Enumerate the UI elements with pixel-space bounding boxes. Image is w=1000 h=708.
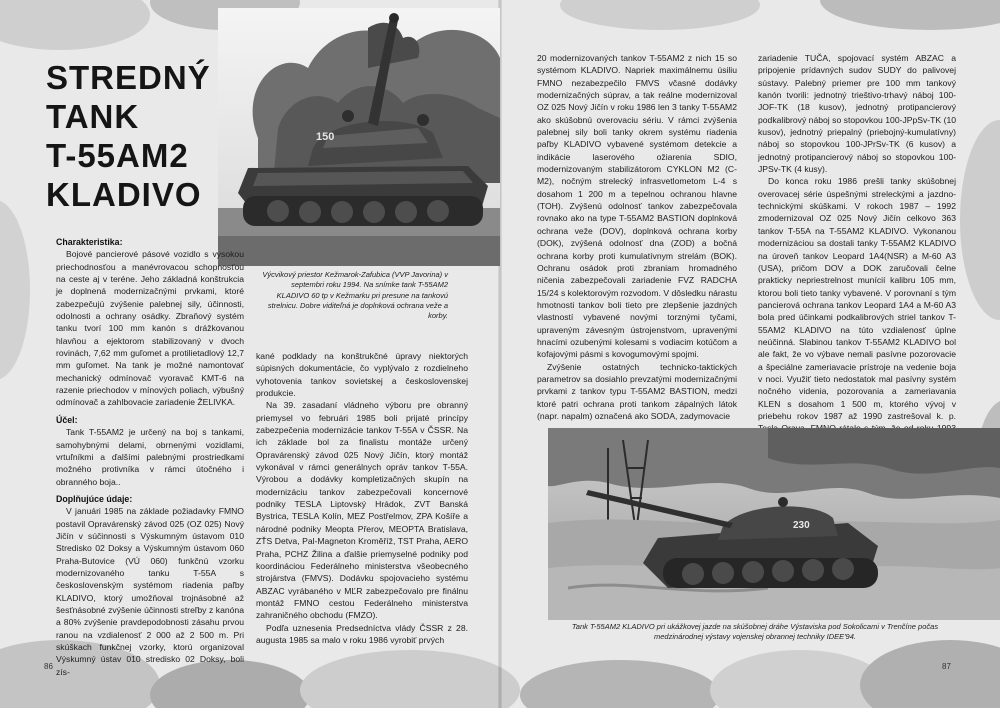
paragraph: Do konca roku 1986 prešli tanky skúšobnej overovacej série úspešnými streleckými a jazdno-technickými skúškami. V rokoch 1987 – 1992 zmodernizoval OZ 025 Nový Jičín celkovo 363 tankov T-55A na T-55AM2 KLADIVO. Vykonanou modernizáciou sa dostali tanky T-55AM2 KLADIVO na úroveň tankov Leopard 1A4(NSR) a M-60 A3 (USA), pričom DOV a DOK zaručovali čelne prakticky nepriestrelnost munícií kalibru 105 mm, ktorou boli tieto tanky vybavené. V porovnaní s tým pancierová ochrana tankov Leopard 1A4 a M-60 A3 bola pred účinkami podkalibrových striel tankov T-55AM2 KLADIVO na túto vzdialenosť úplne neúčinná. Slabinou tankov T-55AM2 KLADIVO bol ale fakt, že vo výbave nemali pasívne pozorovacie a špeciálne zameriavacie prístroje na vedenie boja v noci. Využiť tieto nedostatok mal pasívny systém nočného videnia, pozorovania a zameriavania KLEN s dosahom 1 500 m, ktorého vývoj v priebehu rokov 1987 až 1990 zastrešoval k. p. bbox=[758, 176, 956, 421]
photo-tank-trencin bbox=[548, 428, 1000, 620]
title-line-3: T-55AM2 bbox=[46, 137, 189, 174]
left-column-2 bbox=[256, 350, 468, 646]
right-column-1 bbox=[537, 52, 737, 422]
heading-purpose: Účel: bbox=[56, 414, 78, 425]
title-line-2: TANK bbox=[46, 98, 140, 135]
hull-number-230: 230 bbox=[793, 520, 810, 531]
paragraph: Zvýšenie ostatných technicko-taktických parametrov sa dosiahlo prevzatými modernizačnými prvkami z tankov typu T-55AM2 BASTION, medzi ktoré patri ochrana proti tankom zápalných látok (napr. napalm) označená ako SODA, zadymovacie bbox=[537, 361, 737, 421]
paragraph: Podľa uznesenia Predsedníctva vlády ČSSR z 28. augusta 1985 sa malo v roku 1986 vyrobiť prvých bbox=[256, 622, 468, 645]
paragraph: V januári 1985 na základe požiadavky FMNO postavil Opravárenský závod 025 (OZ 025) Nový Jičín v súčinnosti s Výskumným ústavom 010 Stredisko 02 Doksy a Výskumným ústavom 060 Praha-Butovice (VÚ 060) funkčnú vzorku modernizovaného tanku T-55A s československým systémom riadenia paľby KLADIVO, ktorý umožňoval trojnásobné až šesťnásobné zvýšenie účinnosti streľby z kanóna a 80% zvýšenie pravdepodobnosti zásahu prvou ranou na vzdialenosť 2 000 až 2 500 m. Pri skúškach funkčnej vzorky, ktorú organizoval Výskumný ústav 010 stredisko 02 Doksy, boli zís- bbox=[56, 506, 244, 677]
paragraph: Tank T-55AM2 je určený na boj s tankami, samohybnými delami, obrnenými vozidlami, vrtuľníkmi a ďalšími palebnými prostriedkami možného protivníka v rámci útočného i obranného boja.. bbox=[56, 427, 244, 487]
title-line-4: KLADIVO bbox=[46, 176, 202, 213]
left-column-1 bbox=[56, 236, 244, 678]
paragraph: Bojové pancierové pásové vozidlo s vysokou priechodnosťou a manévrovacou schopnosťou na ceste aj v teréne. Jeho základná konštrukcia je doplnená modernizačnými prvkami, ktoré zabezpečujú zvýšenie palebnej sily, účinnosti, odolnosti a ochrany osádky. Zbraňový systém tanku tvorí 100 mm kanón s drážkovanou hlavňou a ejektorom stabilizovaný v dvoch rovinách, 7,62 mm guľomet a protilietadlový 12,7 mm guľomet. Na tank je možné namontovať mechanický odmínovač vyoravač KMT-6 na razenie priechodov v mínových poliach, výbušný odmínovač a zahlbovacie zariadenie ŽELIVKA. bbox=[56, 249, 244, 408]
title-line-1: STREDNÝ bbox=[46, 59, 211, 96]
photo-top-caption: Výcvikový priestor Kežmarok-Zafubica (VVP Javorina) v septembri roku 1994. Na snímke tank T-55AM2 KLADIVO 60 tp v Kežmarku pri presune na tankovú strelnicu. Dobre viditeľná je doplnková ochrana veže a korby. bbox=[262, 270, 448, 321]
photo-bottom-caption: Tank T-55AM2 KLADIVO pri ukážkovej jazde na skúšobnej dráhe Výstaviska pod Sokolicami v Trenčíne počas medzinárodnej výstavy vojenskej obrannej techniky IDEE'94. bbox=[571, 622, 939, 642]
tank-photo-illustration bbox=[218, 8, 500, 266]
heading-additional-data: Doplňujúce údaje: bbox=[56, 493, 133, 504]
page-number-left: 86 bbox=[44, 662, 53, 671]
page-number-right: 87 bbox=[942, 662, 951, 671]
heading-characteristics: Charakteristika: bbox=[56, 237, 123, 247]
right-column-2 bbox=[758, 52, 956, 459]
paragraph: zariadenie TUČA, spojovací systém ABZAC a pripojenie prídavných sudov SUDY do palivovej sústavy. Palebný priemer pre 100 mm tankový kanón tvorili: jednotný trieštivo-trhavý náboj 100-JOF-TK (18 kusov), jednotný protipancierový podkalibrový náboj so stopovkou 100-JPpSv-TK (10 kusov), jednotný priepalný (priebojný-kumulatívny) náboj so stopovkou 100-JPrSv-TK (6 kusov) a jednotný protipancierový náboj so stopovkou 100-JPSv-TK (4 kusy). bbox=[758, 53, 956, 175]
article-title bbox=[46, 58, 246, 214]
hull-number-150: 150 bbox=[316, 131, 335, 143]
photo-tank-kezmarok bbox=[218, 8, 500, 266]
right-page bbox=[500, 0, 1000, 708]
paragraph: Na 39. zasadaní vládneho výboru pre obranný priemysel vo februári 1985 boli prijaté princípy zabezpečenia modernizácie tankov T-55A v ČSSR. Na ich základe bol za finalistu montáže určený Opravárenský závod 025 Nový Jičín, ktorý montáž vykonával v rámci generálnych opráv tankov T-55A. Výrobou a dodávky kompletizačných skupín na modernizáciu tankov zabezpečovali koncernové podniky TESLA Liptovský Hrádok, ZVT Banská Bystrica, TESLA Kolín, MEZ Postřelmov, ZPA Košíře a národné podniky Meopta Přerov, MEOPTA Bratislava, ZŤS Detva, Pal-Magneton Kroměříž, TST Praha, AERO Praha, PCHZ Žilina a ďalšie priemyselné podniky pod koordináciou Federálneho ministerstva všeobecného strojárstva (FMVS). Dodávku spojovacieho systému ABZAC vyrábaného v MĽR zabezpečovalo pre finálnu montáž FMNO cestou Federálneho ministerstva zahraničného obchodu (FMZO). bbox=[256, 400, 468, 621]
paragraph: 20 modernizovaných tankov T-55AM2 z nich 15 so systémom KLADIVO. Napriek maximálnemu úsiliu FMNO nezabezpečilo FMVS včasné dodávky modernizačných súprav, a tak reálne modernizoval OZ 025 Nový Jičín v roku 1986 len 3 tanky T-55AM2 ako skúšobnú overovaciu sériu. V rámci zvýšenia palebnej sily boli tanky okrem systému riadenia paľby KLADIVO vybavené systémom detekcie a indikácie laserového ožiarenia SDIO, modernizovaným stabilizátorom CYKLON M2 (C-M2), nočným strelecký infrasvetlometom L-4 s dosahom 1 200 m a tepelnou ochranou hlavne (TOH). Zvýšenú odolnosť tankov zabezpečovala rovnako ako na type T-55AM2 BASTION doplnková ochrana veže (DOV), doplnková ochrana korby (DOK), zvýšená odolnosť dna (ZOD) a bočná ochrana korby proti kumulatívnym strelám (BOK). Ochranu osádok proti zbraniam hromadného ničenia zabezpečovali zariadenie FVZ RADCHA 15/24 s kolektorovým rozvodom. V dôsledku nárastu hmotnosti tankov boli tieto pre zlepšenie jazdných vlastností vybavené novými torznými tyčami, upraveným závesným ústrojenstvom, upravenými hnacími ozubenými kolesami s vodiacim kotúčom a kofajovými pásmi s kovogumovými spojmi. bbox=[537, 53, 737, 360]
tank-photo-illustration bbox=[548, 428, 1000, 620]
paragraph: kané podklady na konštrukčné úpravy niektorých súpisných dokumentácie, čo vyplývalo z rozdielneho vyhotovenia tankov sovietskej a československej produkcie. bbox=[256, 351, 468, 399]
